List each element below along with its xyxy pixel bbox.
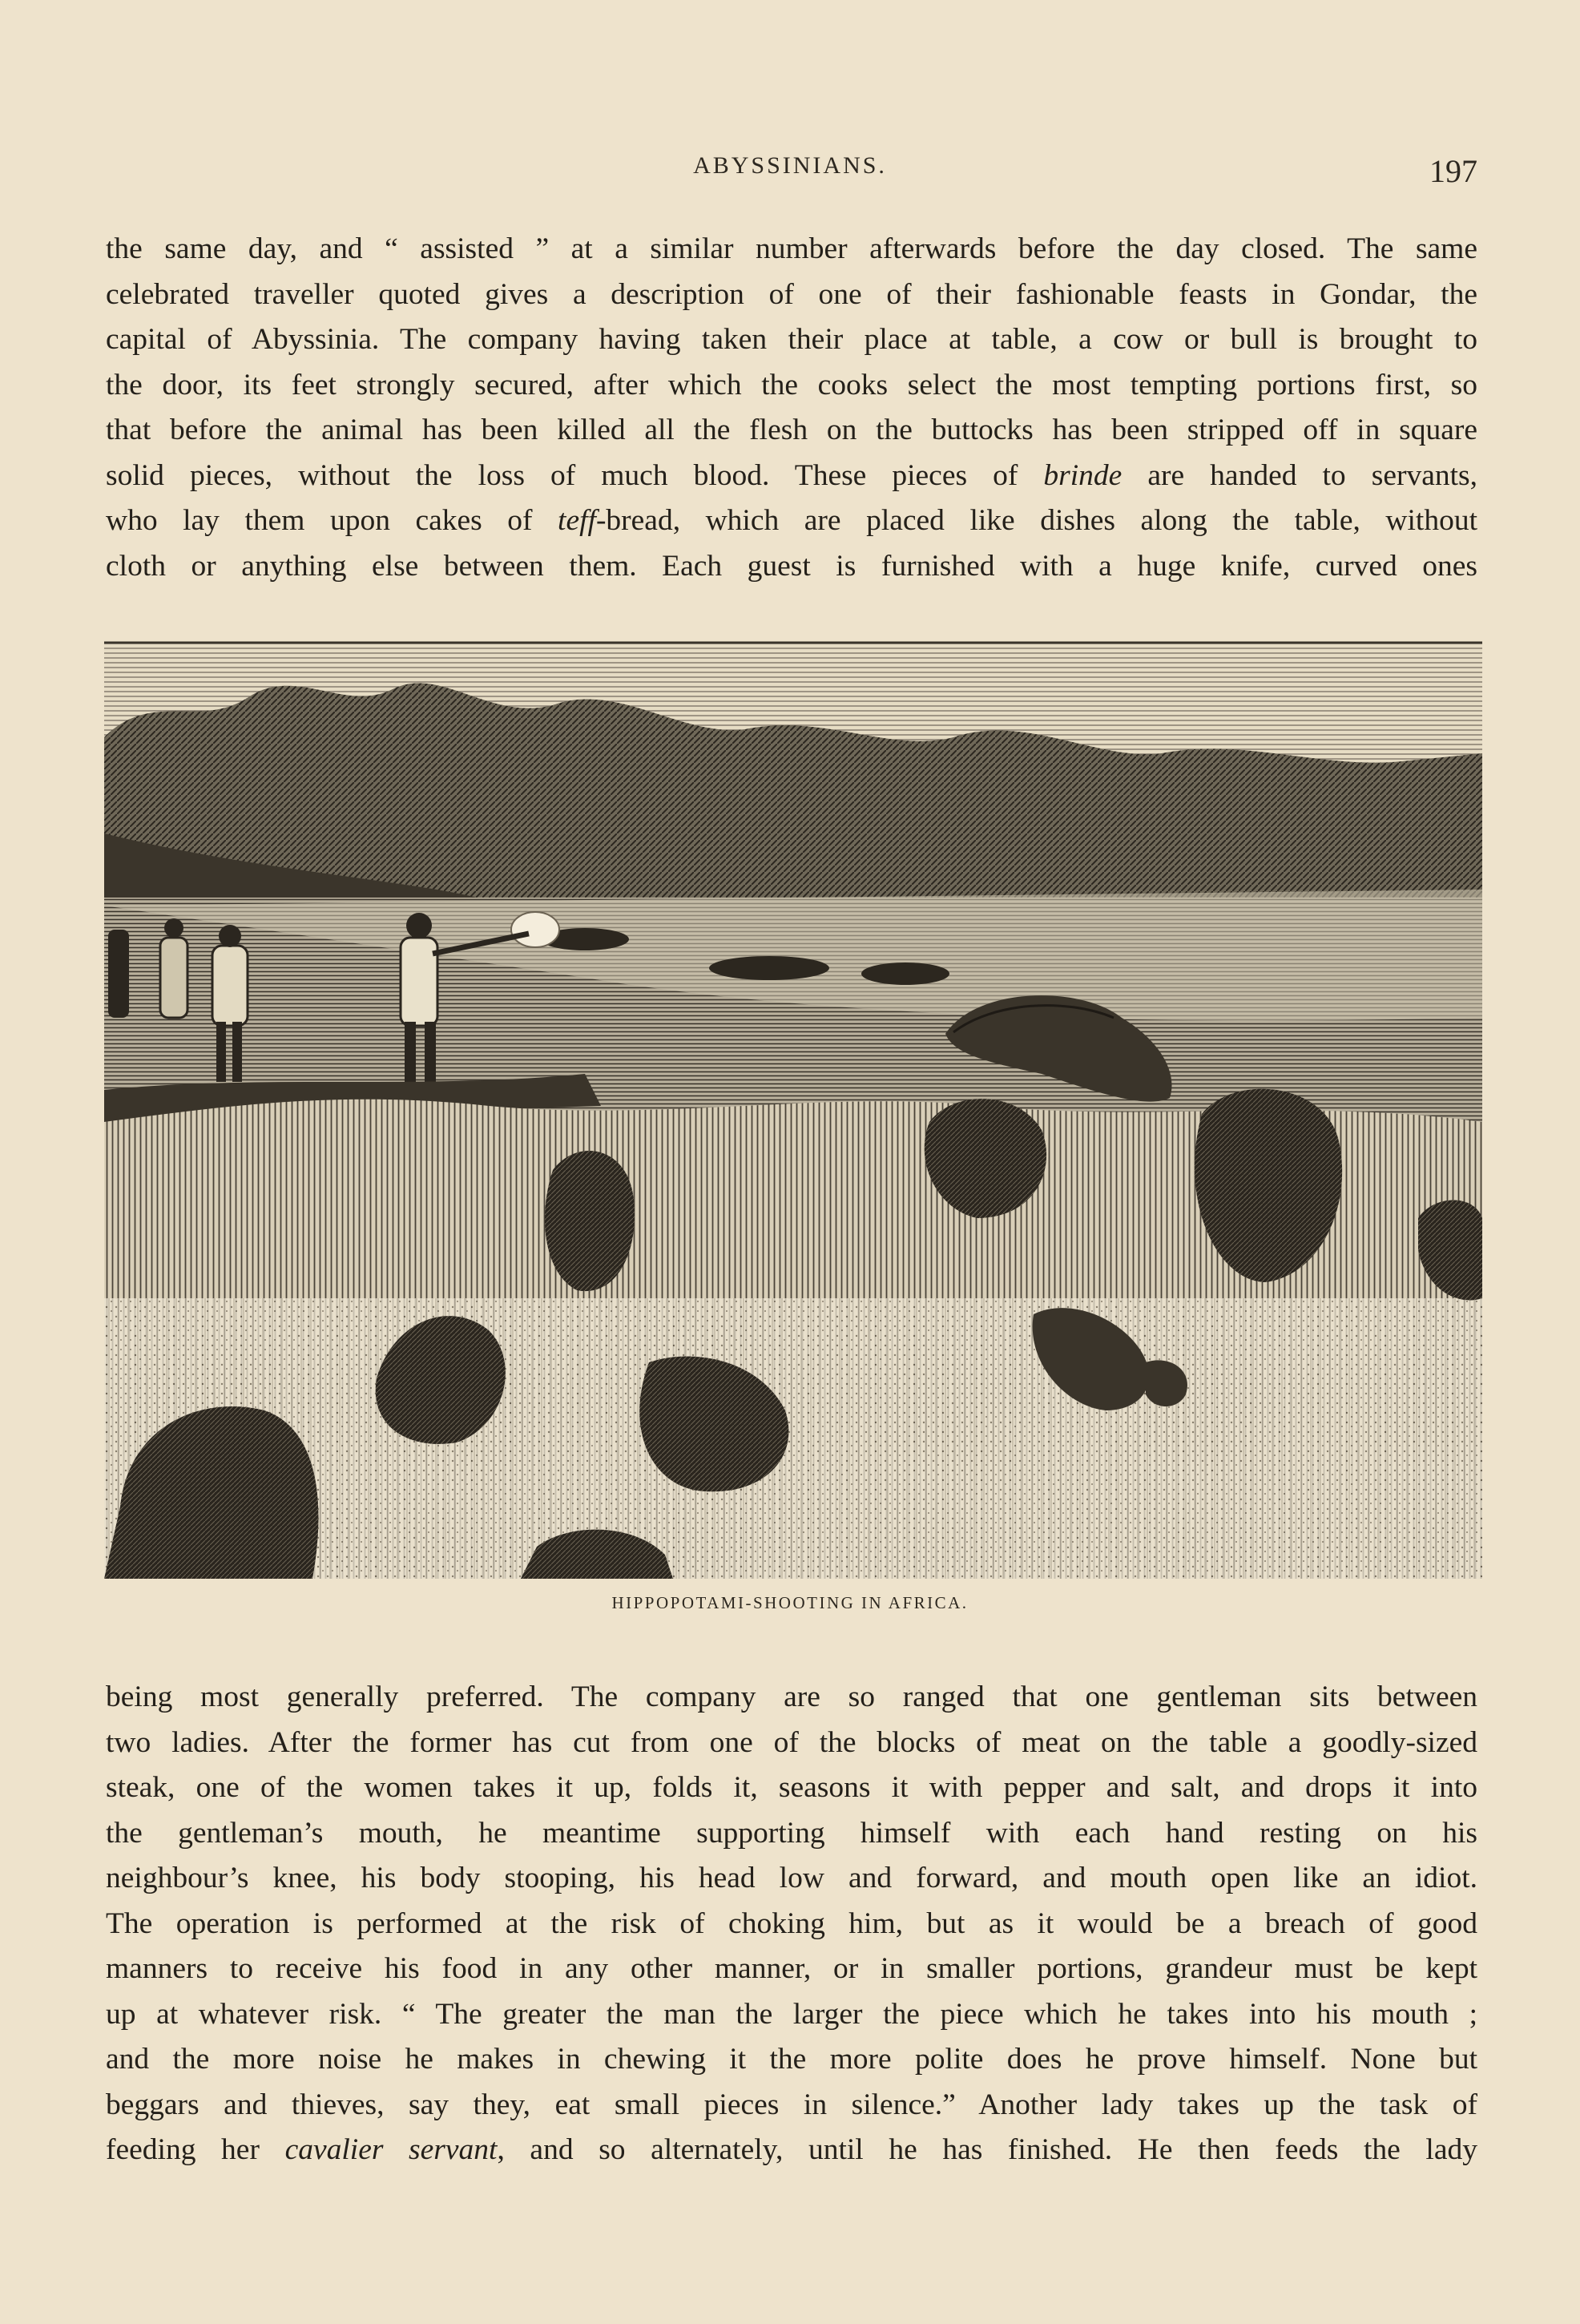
text-line: being most generally preferred. The company are so ranged that one gentleman sits between: [106, 1680, 1477, 1713]
text-line: that before the animal has been killed all the flesh on the buttocks has been stripped off in square: [106, 414, 1477, 446]
text-line: manners to receive his food in any other manner, or in smaller portions, grandeur must be kept: [106, 1952, 1477, 1985]
text-line: two ladies. After the former has cut from one of the blocks of meat on the table a goodly-sized: [106, 1725, 1477, 1759]
text-line: up at whatever risk. “ The greater the man the larger the piece which he takes into his mouth ;: [106, 1997, 1477, 2031]
text-line: the gentleman’s mouth, he meantime supporting himself with each hand resting on his: [106, 1816, 1477, 1850]
running-head: ABYSSINIANS.: [693, 152, 887, 179]
text-line: solid pieces, without the loss of much blood. These pieces of brinde are handed to servants,: [106, 458, 1477, 492]
text-line: The operation is performed at the risk of choking him, but as it would be a breach of good: [106, 1906, 1477, 1940]
text-line: beggars and thieves, say they, eat small pieces in silence.” Another lady takes up the task of: [106, 2088, 1477, 2121]
text-line: feeding her cavalier servant, and so alternately, until he has finished. He then feeds the lady: [106, 2133, 1477, 2166]
text-line: neighbour’s knee, his body stooping, his head low and forward, and mouth open like an idiot.: [106, 1862, 1477, 1894]
text-line: the same day, and “ assisted ” at a similar number afterwards before the day closed. The same: [106, 232, 1477, 265]
hippopotami-engraving: [104, 641, 1482, 1579]
figure-caption: HIPPOPOTAMI-SHOOTING IN AFRICA.: [611, 1593, 969, 1612]
text-block-top: [106, 227, 1477, 589]
text-block-bottom: [106, 1675, 1477, 2173]
text-line: celebrated traveller quoted gives a description of one of their fashionable feasts in Gondar, the: [106, 277, 1477, 311]
engraving-illustration: [104, 641, 1482, 1579]
text-line: and the more noise he makes in chewing it the more polite does he prove himself. None but: [106, 2043, 1477, 2076]
text-line: capital of Abyssinia. The company having taken their place at table, a cow or bull is brought to: [106, 323, 1477, 356]
text-line: who lay them upon cakes of teff-bread, which are placed like dishes along the table, without: [106, 504, 1477, 537]
text-line: the door, its feet strongly secured, after which the cooks select the most tempting portions first, so: [106, 368, 1477, 401]
text-line: cloth or anything else between them. Each guest is furnished with a huge knife, curved ones: [106, 549, 1477, 583]
page-number: 197: [1429, 153, 1477, 189]
text-line: steak, one of the women takes it up, folds it, seasons it with pepper and salt, and drops it into: [106, 1771, 1477, 1804]
